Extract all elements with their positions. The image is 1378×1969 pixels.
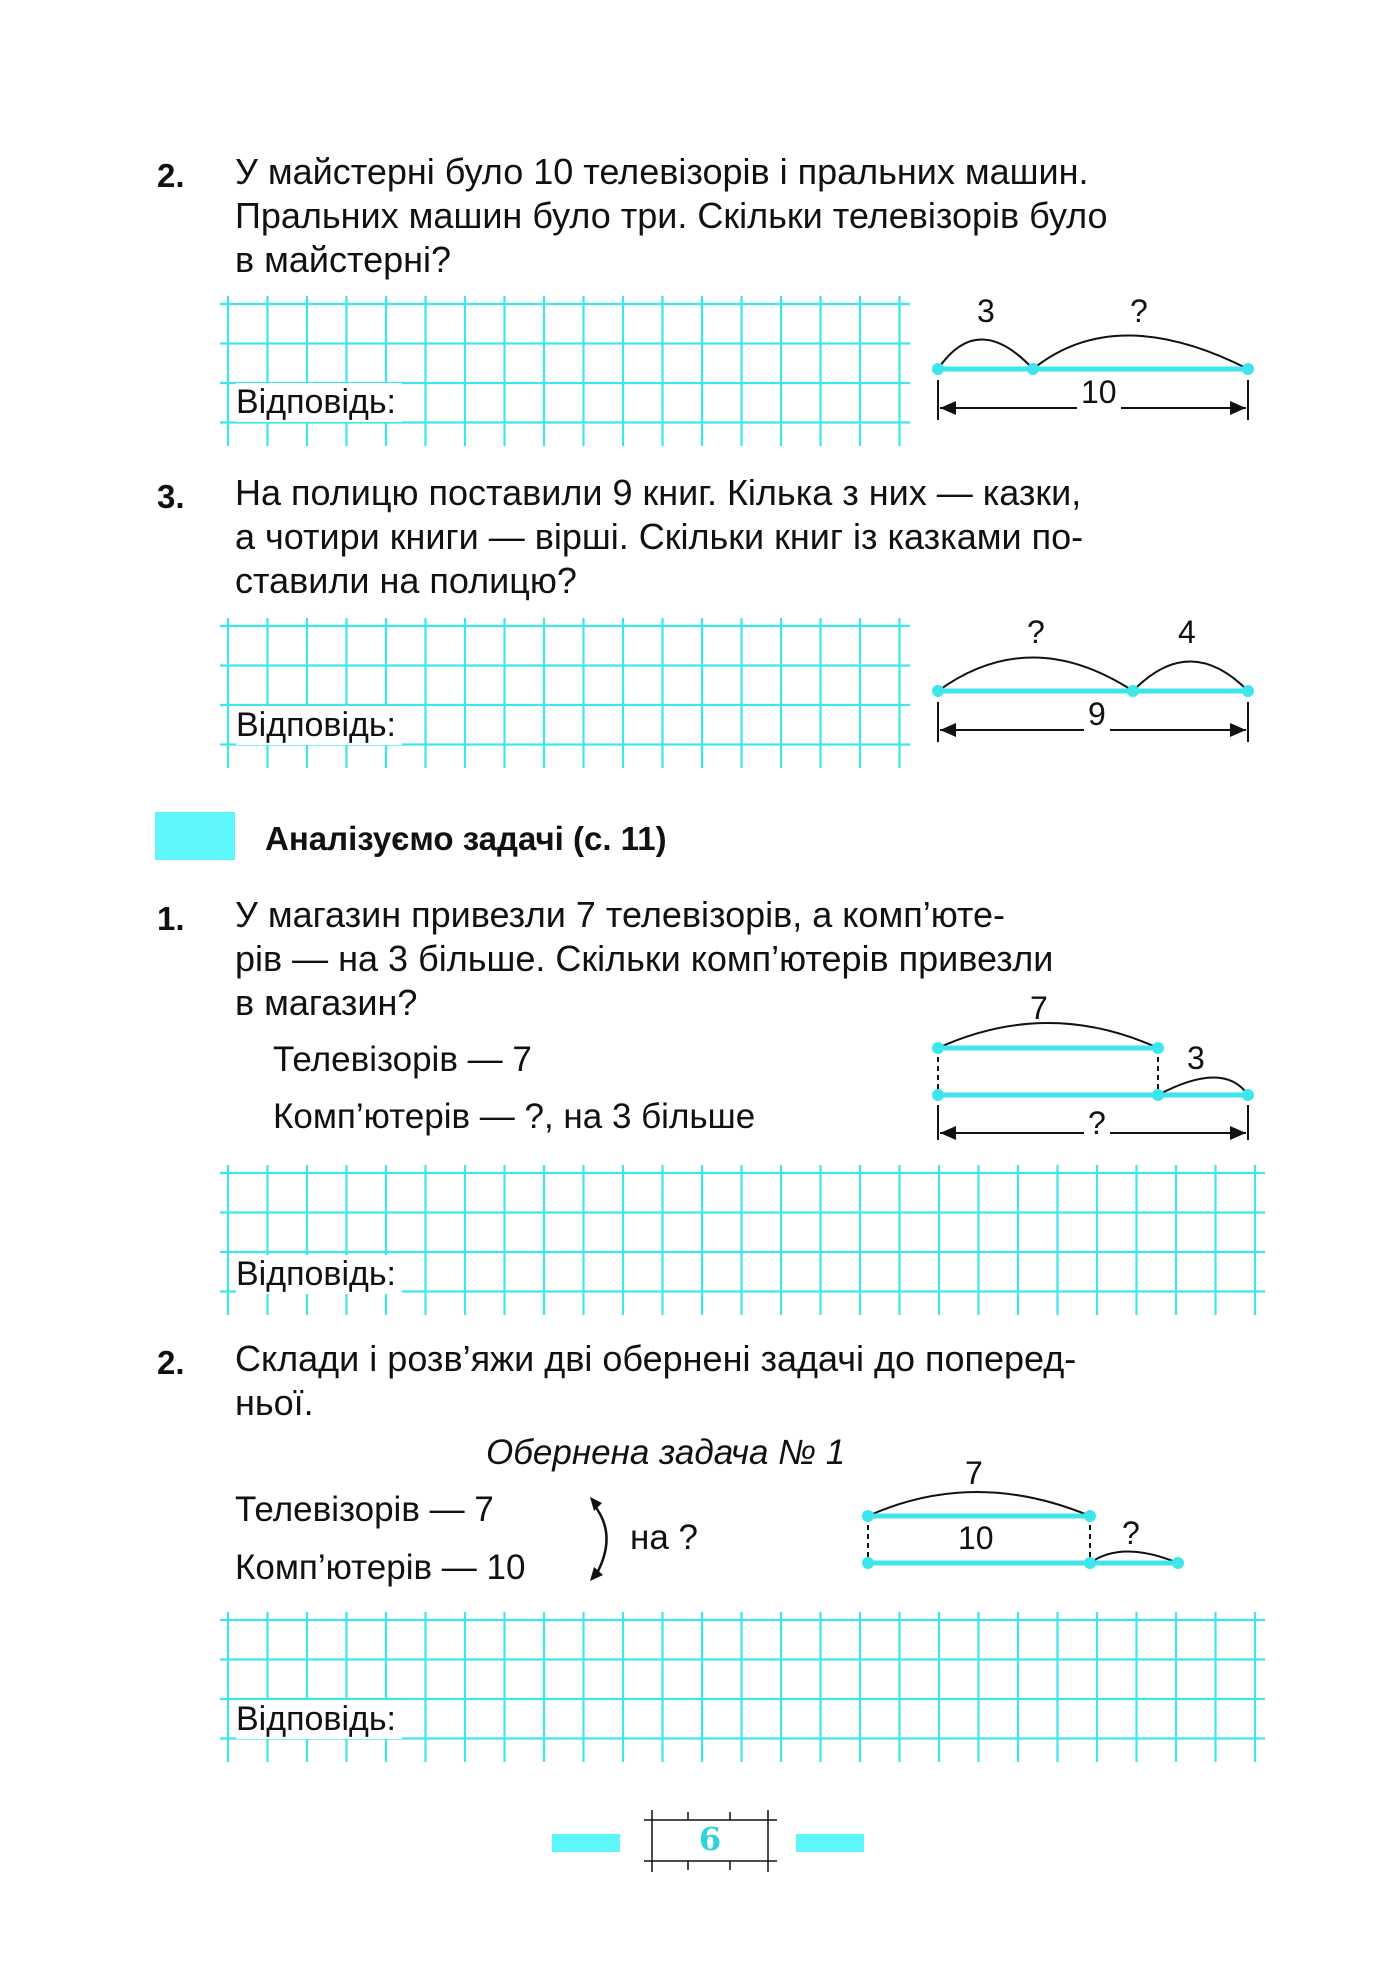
subtask-title: Обернена задача № 1 [486,1433,846,1472]
task-line: в магазин? [235,982,418,1023]
answer-label: Відповідь: [236,1255,402,1294]
task-text [235,150,1260,282]
footer-bar [552,1834,620,1852]
task-text [235,471,1260,603]
task-line: Склади і розв’яжи дві обернені задачі до поперед- [235,1338,1077,1379]
task-text [235,1337,1260,1425]
answer-label: Відповідь: [236,706,402,745]
task-line: в майстерні? [235,239,452,280]
task-line: ньої. [235,1382,314,1423]
diagram-label: 10 [958,1520,994,1556]
answer-grid[interactable] [220,618,910,768]
answer-label: Відповідь: [236,383,402,422]
answer-label: Відповідь: [236,1700,402,1739]
task-line: а чотири книги — вірші. Скільки книг із казками по- [235,516,1084,557]
short-condition: Комп’ютерів — ?, на 3 більше [273,1097,756,1136]
compare-arrow-icon [588,1495,628,1585]
task-line: рів — на 3 більше. Скільки комп’ютерів привезли [235,938,1054,979]
task-line: У магазин привезли 7 телевізорів, а комп’юте- [235,894,1005,935]
diagram-label: ? [1130,293,1148,329]
diagram-label: ? [1084,1105,1110,1142]
diagram-label: 10 [1077,374,1121,411]
task-line: На полицю поставили 9 книг. Кілька з них — казки, [235,472,1082,513]
answer-grid[interactable] [220,1612,1265,1762]
diagram-label: ? [1122,1515,1140,1551]
section-marker [155,812,235,860]
compare-label: на ? [630,1518,698,1557]
short-condition: Комп’ютерів — 10 [235,1548,526,1587]
task-line: У майстерні було 10 телевізорів і пральних машин. [235,151,1089,192]
footer-bar [796,1834,864,1852]
section-title: Аналізуємо задачі (с. 11) [265,820,667,857]
short-condition: Телевізорів — 7 [235,1490,494,1529]
diagram-label: 3 [1187,1040,1205,1076]
diagram-label: ? [1027,614,1045,650]
diagram-label: 9 [1084,696,1110,733]
task-text [235,893,1260,1025]
diagram-label: 4 [1178,614,1196,650]
short-condition: Телевізорів — 7 [273,1040,532,1079]
diagram-label: 3 [977,293,995,329]
diagram-label: 7 [1030,990,1048,1026]
page-number: 6 [698,1820,722,1858]
diagram-label: 7 [965,1455,983,1491]
task-line: Пральних машин було три. Скільки телевізорів було [235,195,1108,236]
task-number: 1. [157,900,185,937]
task-number: 2. [157,1344,185,1381]
task-number: 3. [157,478,185,515]
answer-grid[interactable] [220,296,910,446]
task-line: ставили на полицю? [235,560,577,601]
task-number: 2. [157,157,185,194]
comparison-diagram [860,1470,1200,1600]
